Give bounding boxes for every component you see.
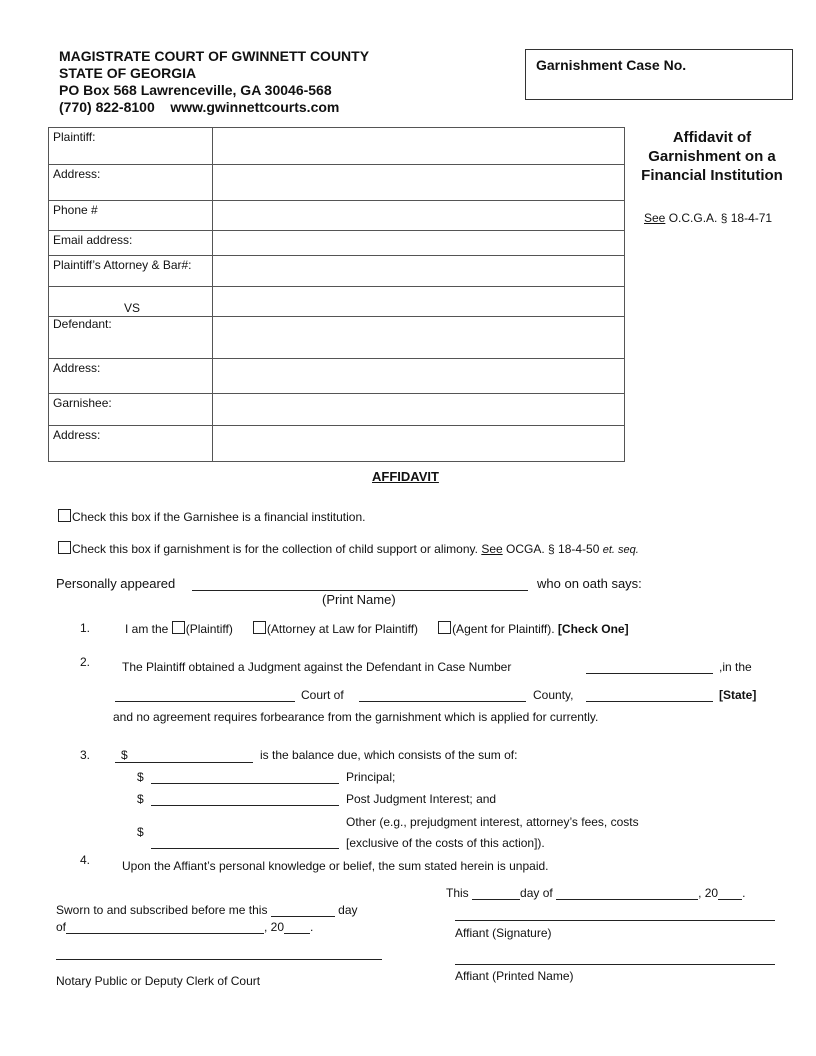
attorney-label: Plaintiff’s Attorney & Bar#: (49, 256, 213, 287)
plaintiff-role-label: (Plaintiff) (185, 622, 233, 636)
garnishee-label: Garnishee: (49, 394, 213, 426)
child-support-text: Check this box if garnishment is for the collection of child support or alimony. (72, 542, 478, 556)
child-support-etseq: et. seq. (602, 544, 639, 556)
child-support-see: See (481, 542, 503, 556)
statute-citation (644, 211, 772, 225)
defendant-cell (49, 317, 213, 359)
item1-row (125, 621, 629, 636)
citation-see: See (644, 211, 666, 225)
plaintiff-role-checkbox[interactable] (172, 621, 185, 634)
item2-number: 2. (80, 655, 91, 669)
vs-label: VS (124, 301, 141, 315)
item1-text: I am the (125, 622, 169, 636)
child-support-code: OCGA. § 18-4-50 (506, 542, 600, 556)
email-field[interactable] (213, 231, 625, 256)
other-dollar: $ (137, 825, 144, 839)
affidavit-heading: AFFIDAVIT (372, 469, 439, 484)
principal-label: Principal; (346, 770, 396, 784)
case-number-label: Garnishment Case No. (536, 57, 687, 73)
interest-dollar: $ (137, 792, 144, 806)
state-label: [State] (719, 688, 757, 702)
phone-field[interactable] (213, 201, 625, 231)
attorney-role-checkbox[interactable] (253, 621, 266, 634)
appeared-oath: who on oath says: (537, 576, 642, 591)
agent-role-checkbox[interactable] (438, 621, 451, 634)
vs-cell (49, 287, 213, 317)
year-line[interactable] (718, 899, 742, 900)
court-phone: (770) 822-8100 (59, 99, 155, 115)
case-number-line[interactable] (586, 673, 713, 674)
day-line[interactable] (472, 899, 520, 900)
this-label: This (446, 886, 469, 900)
item2-text: The Plaintiff obtained a Judgment against the Defendant in Case Number (122, 660, 512, 674)
child-support-row (58, 541, 639, 556)
court-website: www.gwinnettcourts.com (170, 99, 340, 115)
garnishee-address-label: Address: (49, 426, 213, 462)
plaintiff-label: Plaintiff: (49, 128, 213, 165)
interest-line[interactable] (151, 805, 339, 806)
financial-institution-row (58, 509, 365, 524)
balance-dollar: $ (121, 748, 128, 762)
day-of-label: day of (520, 886, 553, 900)
print-name-line[interactable] (192, 590, 528, 591)
defendant-address-field[interactable] (213, 359, 625, 394)
principal-line[interactable] (151, 783, 339, 784)
check-one-note: [Check One] (557, 622, 629, 636)
sworn-text: Sworn to and subscribed before me this (56, 903, 268, 917)
case-number-box[interactable] (525, 49, 793, 100)
notary-label: Notary Public or Deputy Clerk of Court (56, 974, 261, 988)
garnishee-address-field[interactable] (213, 426, 625, 462)
plaintiff-address-field[interactable] (213, 165, 625, 201)
form-title: Affidavit of Garnishment on a Financial Institution (641, 129, 783, 184)
principal-dollar: $ (137, 770, 144, 784)
court-header (59, 48, 369, 116)
print-name-caption: (Print Name) (322, 592, 396, 607)
citation-code: O.C.G.A. § 18-4-71 (668, 211, 773, 225)
county-label: County, (533, 688, 574, 702)
sworn-day-line[interactable] (271, 916, 335, 917)
blank-field[interactable] (213, 287, 625, 317)
sworn-day-label: day (338, 903, 358, 917)
garnishee-field[interactable] (213, 394, 625, 426)
dated-row: This day of , 20 . (446, 886, 746, 900)
plaintiff-field[interactable] (213, 128, 625, 165)
court-contact (59, 99, 369, 116)
item4-number: 4. (80, 853, 91, 867)
sworn-year-label: , 20 (264, 920, 285, 934)
sworn-date-row: of , 20 . (56, 920, 314, 934)
financial-institution-checkbox[interactable] (58, 509, 71, 522)
affiant-name-line[interactable] (455, 964, 775, 965)
notary-signature-line[interactable] (56, 959, 382, 960)
agent-role-label: (Agent for Plaintiff). (452, 622, 555, 636)
defendant-field[interactable] (213, 317, 625, 359)
defendant-label: Defendant: (53, 317, 112, 331)
court-address: PO Box 568 Lawrenceville, GA 30046-568 (59, 82, 332, 98)
appeared-label: Personally appeared (56, 576, 176, 591)
attorney-role-label: (Attorney at Law for Plaintiff) (266, 622, 419, 636)
court-type-line[interactable] (115, 701, 295, 702)
parties-table (48, 127, 625, 462)
financial-institution-text: Check this box if the Garnishee is a financial institution. (72, 510, 366, 524)
sworn-year-line[interactable] (284, 933, 310, 934)
email-label: Email address: (49, 231, 213, 256)
sworn-of-label: of (56, 920, 67, 934)
sworn-month-line[interactable] (66, 933, 264, 934)
attorney-field[interactable] (213, 256, 625, 287)
court-of-label: Court of (301, 688, 344, 702)
defendant-address-label: Address: (49, 359, 213, 394)
balance-line[interactable] (115, 762, 253, 763)
item4-text: Upon the Affiant’s personal knowledge or belief, the sum stated herein is unpaid. (122, 859, 549, 873)
county-line[interactable] (359, 701, 526, 702)
other-label-line1: Other (e.g., prejudgment interest, attorney’s fees, costs (346, 815, 639, 829)
other-label-line2: [exclusive of the costs of this action]). (346, 836, 545, 850)
item3-number: 3. (80, 748, 91, 762)
affiant-signature-label: Affiant (Signature) (455, 926, 552, 940)
court-state: STATE OF GEORGIA (59, 65, 197, 81)
other-line[interactable] (151, 848, 339, 849)
agreement-text: and no agreement requires forbearance from the garnishment which is applied for currently. (113, 710, 599, 724)
child-support-checkbox[interactable] (58, 541, 71, 554)
year-label: , 20 (698, 886, 719, 900)
item1-number: 1. (80, 621, 91, 635)
state-line[interactable] (586, 701, 713, 702)
sworn-row (56, 903, 358, 917)
plaintiff-address-label: Address: (49, 165, 213, 201)
affiant-name-label: Affiant (Printed Name) (455, 969, 574, 983)
balance-text: is the balance due, which consists of the sum of: (260, 748, 518, 762)
affiant-signature-line[interactable] (455, 920, 775, 921)
court-name: MAGISTRATE COURT OF GWINNETT COUNTY (59, 48, 370, 64)
item2-in-the: ,in the (719, 660, 752, 674)
phone-label: Phone # (49, 201, 213, 231)
interest-label: Post Judgment Interest; and (346, 792, 497, 806)
month-line[interactable] (556, 899, 698, 900)
